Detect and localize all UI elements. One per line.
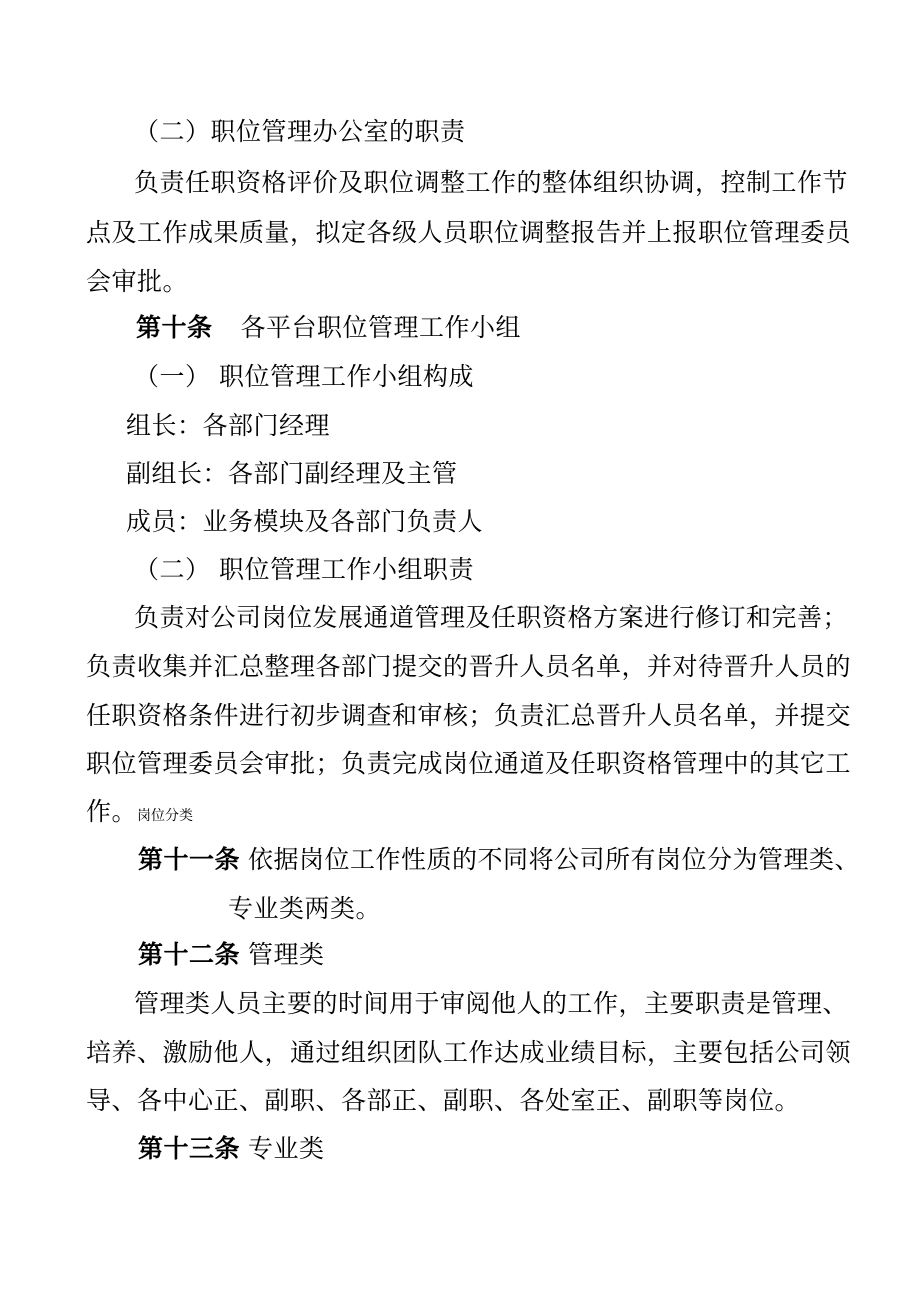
article-12-number: 第十二条 bbox=[138, 940, 241, 969]
section-heading-office-duties: （二）职位管理办公室的职责 bbox=[134, 117, 466, 146]
article-13-heading bbox=[138, 1134, 325, 1164]
article-12-title: 管理类 bbox=[248, 940, 325, 969]
article-10-heading bbox=[136, 313, 521, 343]
paragraph-line: 专业类两类。 bbox=[228, 894, 382, 923]
article-11-number: 第十一条 bbox=[138, 845, 241, 874]
paragraph-line: 导、各中心正、副职、各部正、副职、各处室正、副职等岗位。 bbox=[86, 1086, 801, 1115]
paragraph-line: 职位管理委员会审批；负责完成岗位通道及任职资格管理中的其它工 bbox=[86, 749, 852, 778]
article-12-heading bbox=[138, 940, 325, 970]
paragraph-line: 负责收集并汇总整理各部门提交的晋升人员名单，并对待晋升人员的 bbox=[86, 652, 852, 681]
article-13-title: 专业类 bbox=[248, 1134, 325, 1163]
paragraph-line: 会审批。 bbox=[86, 267, 189, 296]
paragraph-end-text: 作。 bbox=[86, 797, 138, 826]
subsection-heading-composition: （一） 职位管理工作小组构成 bbox=[134, 362, 474, 391]
article-11-text: 依据岗位工作性质的不同将公司所有岗位分为管理类、 bbox=[248, 845, 861, 874]
paragraph-line: 负责任职资格评价及职位调整工作的整体组织协调，控制工作节 bbox=[134, 168, 849, 197]
paragraph-line: 培养、激励他人，通过组织团队工作达成业绩目标，主要包括公司领 bbox=[86, 1038, 852, 1067]
paragraph-line: 点及工作成果质量，拟定各级人员职位调整报告并上报职位管理委员 bbox=[86, 218, 852, 247]
article-11-heading bbox=[138, 845, 860, 875]
article-10-title: 各平台职位管理工作小组 bbox=[240, 313, 522, 342]
article-13-number: 第十三条 bbox=[138, 1134, 241, 1163]
list-item-members: 成员：业务模块及各部门负责人 bbox=[126, 507, 484, 536]
paragraph-line: 负责对公司岗位发展通道管理及任职资格方案进行修订和完善； bbox=[134, 603, 849, 632]
inline-small-heading: 岗位分类 bbox=[137, 808, 194, 824]
paragraph-line: 任职资格条件进行初步调查和审核；负责汇总晋升人员名单，并提交 bbox=[86, 701, 852, 730]
paragraph-line: 管理类人员主要的时间用于审阅他人的工作，主要职责是管理、 bbox=[134, 989, 849, 1018]
paragraph-line bbox=[86, 797, 193, 831]
article-10-number: 第十条 bbox=[136, 313, 213, 342]
list-item-deputy-leader: 副组长：各部门副经理及主管 bbox=[126, 459, 458, 488]
list-item-leader: 组长：各部门经理 bbox=[126, 411, 331, 440]
subsection-heading-duties: （二） 职位管理工作小组职责 bbox=[134, 555, 474, 584]
